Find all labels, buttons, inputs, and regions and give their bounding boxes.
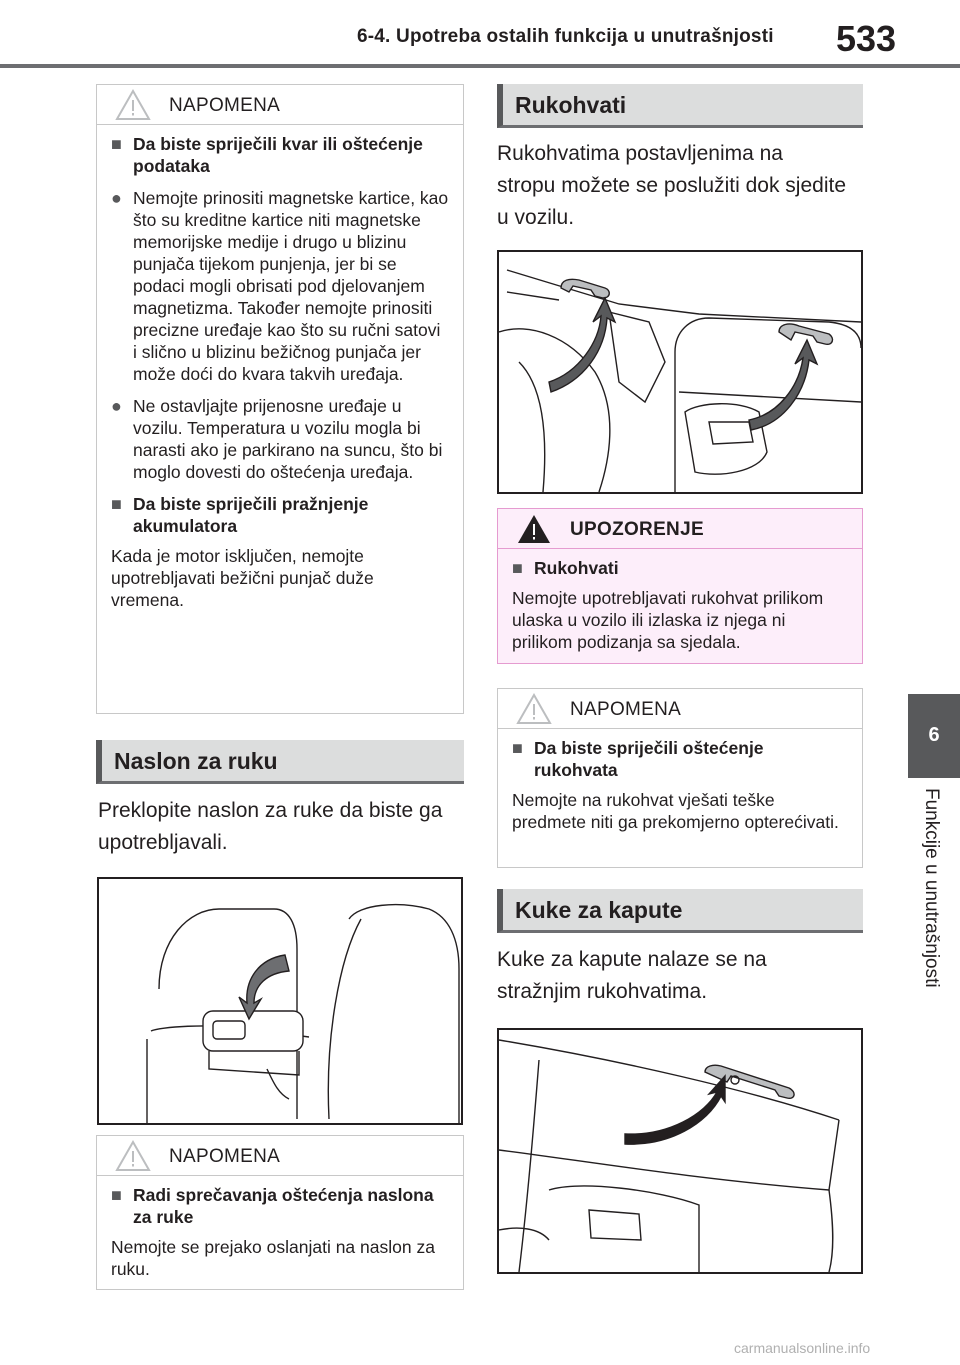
up-arrow-icon — [749, 340, 817, 430]
grip-front — [561, 279, 609, 298]
note-text: Kada je motor isključen, nemojte upotrebljavati bežični punjač duže vremena. — [111, 546, 374, 610]
section-title-grips: Rukohvati — [497, 84, 863, 128]
chapter-tab[interactable] — [908, 694, 960, 778]
square-bullet-icon: ■ — [111, 494, 122, 514]
note-item-heading: ■ Da biste spriječili oštećenje rukohvata — [512, 738, 764, 780]
note-label: NAPOMENA — [169, 95, 281, 116]
header-rule — [0, 64, 960, 68]
note-bullet: ● Nemojte prinositi magnetske kartice, kao što su kreditne kartice niti magnetske memorijske medije i drugo u blizinu punjača tijekom punjenja, jer bi se podaci mogli obrisati pod djelovanjem magnetizma. Također nemojte prinositi precizne uređaje kao što su ručni satovi i slično u blizinu bežičnog punjača jer može doći do kvara takvih uređaja. — [111, 188, 449, 384]
warning-box-grips — [497, 508, 863, 664]
up-arrow-icon — [549, 298, 615, 392]
note-item-heading: ■ Radi sprečavanja oštećenja naslona za ruke — [111, 1185, 434, 1227]
note-text: Nemojte se prejako oslanjati na naslon za ruku. — [111, 1237, 435, 1279]
note-item-heading: ■ Da biste spriječili pražnjenje akumulatora — [111, 494, 369, 536]
chapter-number: 6 — [928, 724, 940, 746]
note-text: Nemojte na rukohvat vješati teške predmete niti ga prekomjerno opterećivati. — [512, 790, 839, 832]
note-header — [97, 85, 463, 125]
curved-arrow-icon — [625, 1076, 725, 1144]
seatback-right — [349, 905, 459, 1123]
grips-illustration — [497, 250, 863, 494]
warning-triangle-outline-icon — [115, 89, 151, 121]
circle-bullet-icon: ● — [111, 396, 122, 416]
square-bullet-icon: ■ — [111, 1185, 122, 1205]
armrest-shape — [203, 1011, 303, 1051]
note-label: NAPOMENA — [570, 699, 682, 720]
warning-text: Nemojte upotrebljavati rukohvat prilikom ulaska u vozilo ili izlaska iz njega ni prilikom podizanja sa sjedala. — [512, 588, 824, 652]
note-item-heading: ■ Da biste spriječili kvar ili oštećenje podataka — [111, 134, 423, 176]
warning-label: UPOZORENJE — [570, 519, 704, 540]
warning-triangle-outline-icon — [516, 693, 552, 725]
note-box-grips — [497, 688, 863, 868]
square-bullet-icon: ■ — [512, 738, 523, 758]
grips-description: Rukohvatima postavljenima na stropu možete se poslužiti dok sjedite u vozilu. — [497, 142, 847, 229]
square-bullet-icon: ■ — [512, 558, 523, 578]
watermark: carmanualsonline.info — [734, 1340, 871, 1356]
fold-arrow-icon — [239, 955, 289, 1019]
note-bullet: ● Ne ostavljajte prijenosne uređaje u vozilu. Temperatura u vozilu mogla bi narasti ako je parkirano na suncu, što bi moglo dovesti do oštećenja uređaja. — [111, 396, 443, 482]
note-box-armrest — [96, 1135, 464, 1290]
armrest-illustration — [97, 877, 463, 1125]
armrest-description: Preklopite naslon za ruke da biste ga upotrebljavali. — [98, 799, 443, 854]
page-number: 533 — [836, 18, 897, 59]
square-bullet-icon: ■ — [111, 134, 122, 154]
note-label: NAPOMENA — [169, 1146, 281, 1167]
coat-hook-illustration — [497, 1028, 863, 1274]
warning-header — [498, 509, 862, 549]
chapter-label: Funkcije u unutrašnjosti — [921, 788, 942, 988]
circle-bullet-icon: ● — [111, 188, 122, 208]
note-header — [498, 689, 862, 729]
section-heading: 6-4. Upotreba ostalih funkcija u unutrašnjosti — [357, 26, 774, 47]
warning-triangle-filled-icon — [516, 513, 552, 545]
coat-hooks-description: Kuke za kapute nalaze se na stražnjim rukohvatima. — [497, 948, 767, 1003]
note-box-charger — [96, 84, 464, 714]
note-header — [97, 1136, 463, 1176]
section-title-coat-hooks: Kuke za kapute — [497, 889, 863, 933]
section-title-armrest: Naslon za ruku — [96, 740, 464, 784]
warning-triangle-outline-icon — [115, 1140, 151, 1172]
warning-item-heading: ■ Rukohvati — [512, 558, 619, 578]
